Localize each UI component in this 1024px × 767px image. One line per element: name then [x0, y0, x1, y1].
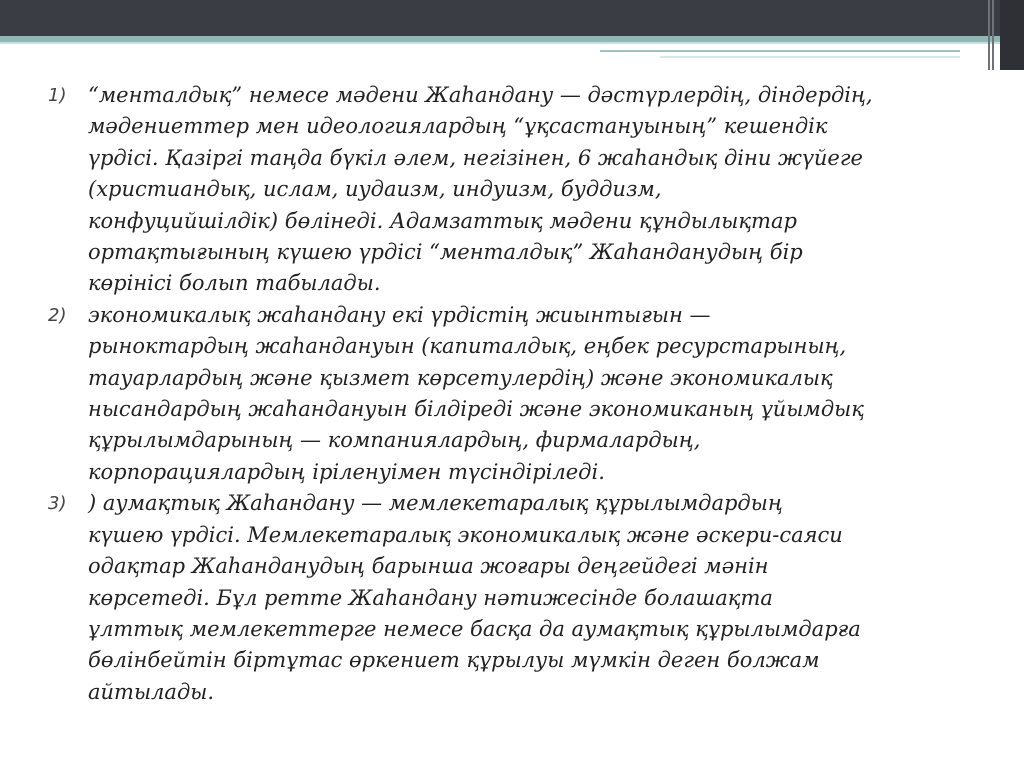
- text-line: одақтар Жаһанданудың барынша жоғары деңгейдегі мәнін: [88, 554, 769, 579]
- text-line: рыноктардың жаһандануын (капиталдық, еңбек ресурстарының,: [88, 334, 847, 359]
- header-accent-line-light: [0, 42, 1000, 44]
- text-line: құрылымдарының — компаниялардың, фирмалардың,: [88, 428, 701, 453]
- numbered-list: [48, 80, 908, 708]
- corner-stripe: [988, 0, 990, 70]
- text-line: ) аумақтық Жаһандану — мемлекетаралық құрылымдардың: [88, 491, 783, 516]
- decorative-line: [600, 50, 960, 52]
- list-item-text: [88, 80, 873, 300]
- text-line: ұлттық мемлекеттерге немесе басқа да аумақтық құрылымдарға: [88, 616, 861, 641]
- list-item: [48, 300, 908, 488]
- list-item-text: [88, 488, 861, 708]
- list-item: [48, 488, 908, 708]
- text-line: “менталдық” немесе мәдени Жаһандану — дәстүрлердің, діндердің,: [88, 83, 873, 107]
- list-item: [48, 80, 908, 300]
- corner-stripe: [992, 0, 994, 70]
- text-line: мәдениеттер мен идеологиялардың “ұқсастануының” кешендік: [88, 114, 828, 139]
- text-line: экономикалық жаһандану екі үрдістің жиынтығын —: [88, 302, 711, 327]
- text-line: күшею үрдісі. Мемлекетаралық экономикалық және әскери-саяси: [88, 522, 843, 547]
- list-number: 3): [48, 493, 67, 515]
- text-line: бөлінбейтін біртұтас өркениет құрылуы мүмкін деген болжам: [88, 648, 820, 673]
- decorative-line: [660, 56, 960, 58]
- corner-block: [1000, 0, 1024, 70]
- text-line: корпорациялардың іріленуімен түсіндіріледі.: [88, 459, 605, 484]
- text-line: (христиандық, ислам, иудаизм, индуизм, буддизм,: [88, 177, 662, 202]
- list-number: 1): [48, 85, 67, 106]
- list-number: 2): [48, 304, 67, 326]
- text-line: үрдісі. Қазіргі таңда бүкіл әлем, негізінен, 6 жаһандық діни жүйеге: [88, 145, 863, 170]
- text-line: конфуцийшілдік) бөлінеді. Адамзаттық мәдени құндылықтар: [88, 208, 797, 233]
- text-line: тауарлардың және қызмет көрсетулердің) және экономикалық: [88, 365, 833, 390]
- list-item-text: [88, 300, 864, 488]
- text-line: ортақтығының күшею үрдісі “менталдық” Жаһанданудың бір: [88, 240, 803, 265]
- text-line: көрсетеді. Бұл ретте Жаһандану нәтижесінде болашақта: [88, 585, 773, 610]
- text-line: айтылады.: [88, 679, 215, 704]
- text-line: көрінісі болып табылады.: [88, 271, 381, 296]
- header-band: [0, 0, 1024, 36]
- text-line: нысандардың жаһандануын білдіреді және экономиканың ұйымдық: [88, 397, 864, 422]
